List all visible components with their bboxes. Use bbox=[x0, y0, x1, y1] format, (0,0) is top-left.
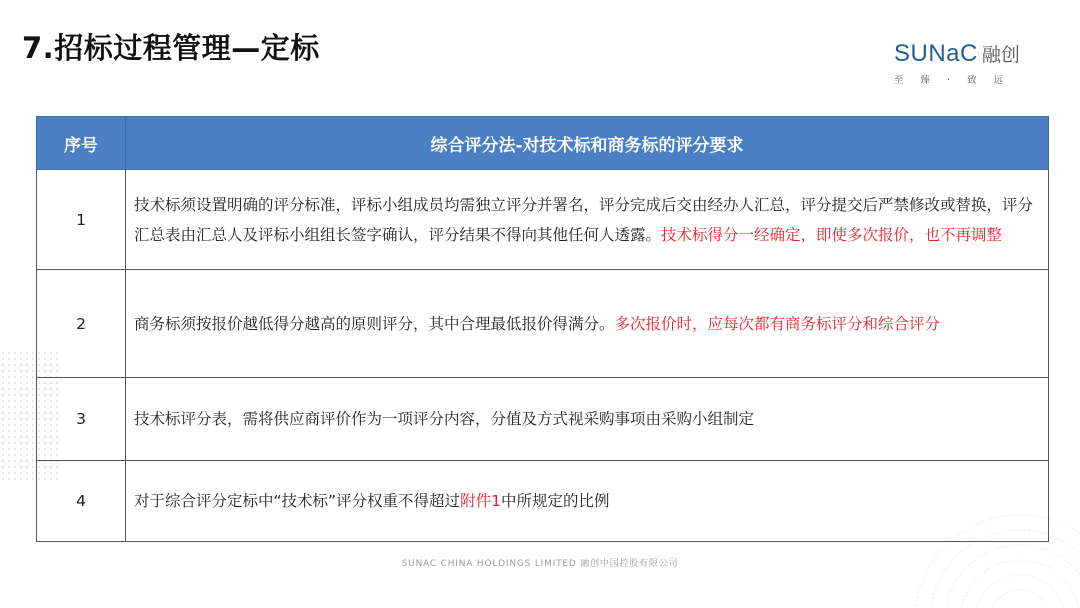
logo-tagline: 至 臻 · 致 远 bbox=[894, 75, 1011, 86]
row-content bbox=[126, 270, 1049, 378]
row-text-after: 中所规定的比例 bbox=[500, 492, 610, 510]
table-row bbox=[37, 461, 1049, 542]
header-requirement: 综合评分法-对技术标和商务标的评分要求 bbox=[126, 117, 1049, 170]
table-header-row bbox=[37, 117, 1049, 170]
table-row bbox=[37, 270, 1049, 378]
row-number: 2 bbox=[37, 270, 126, 378]
row-highlight: 技术标得分一经确定，即使多次报价，也不再调整 bbox=[661, 225, 1003, 244]
row-text: 商务标须按报价越低得分越高的原则评分，其中合理最低报价得满分。 bbox=[134, 314, 615, 333]
row-text: 技术标评分表，需将供应商评价作为一项评分内容，分值及方式视采购事项由采购小组制定 bbox=[134, 410, 755, 428]
row-number: 1 bbox=[37, 170, 126, 270]
row-text: 技术标须设置明确的评分标准，评标小组成员均需独立评分并署名，评分完成后交由经办人汇总，评分提交后严禁修改或替换，评分汇总表由汇总人及评标小组组长签字确认，评分结果不得向其他任何人透露。 bbox=[134, 195, 1034, 244]
row-number: 4 bbox=[37, 461, 126, 542]
table-row bbox=[37, 378, 1049, 461]
header-number: 序号 bbox=[37, 117, 126, 170]
logo-chinese: 融创 bbox=[981, 44, 1020, 66]
row-number: 3 bbox=[37, 378, 126, 461]
row-highlight: 附件1 bbox=[460, 492, 501, 510]
row-content bbox=[126, 170, 1049, 270]
table-row bbox=[37, 170, 1049, 270]
page-title: 7.招标过程管理—定标 bbox=[22, 31, 320, 65]
footer-company-name: SUNAC CHINA HOLDINGS LIMITED 融创中国控股有限公司 bbox=[401, 559, 679, 569]
row-content bbox=[126, 378, 1049, 461]
row-text: 对于综合评分定标中“技术标”评分权重不得超过 bbox=[134, 492, 461, 510]
company-logo bbox=[894, 40, 1034, 86]
row-highlight: 多次报价时，应每次都有商务标评分和综合评分 bbox=[614, 314, 941, 333]
row-content bbox=[126, 461, 1049, 542]
scoring-table bbox=[36, 116, 1049, 542]
logo-english: SUNaC bbox=[894, 40, 978, 67]
